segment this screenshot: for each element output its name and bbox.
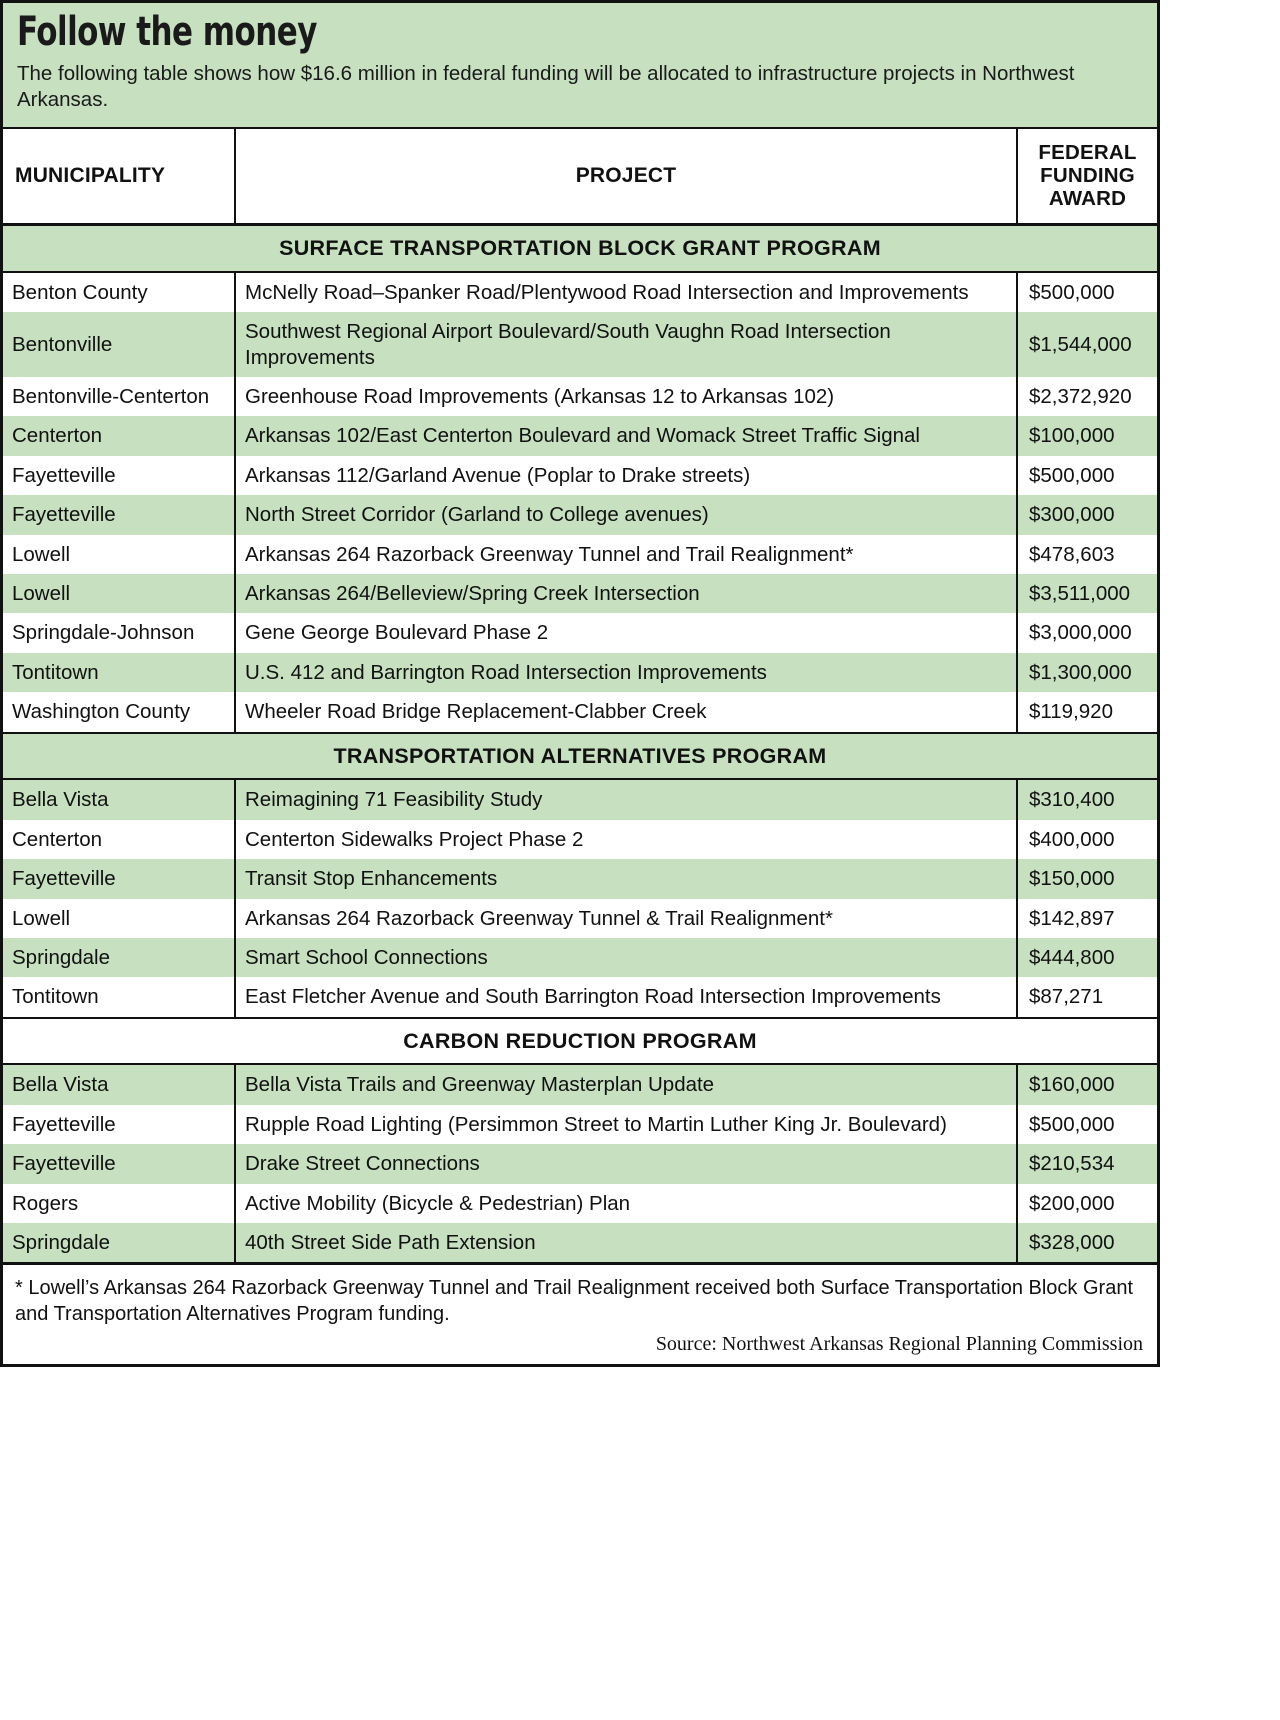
masthead bbox=[3, 3, 1157, 129]
row-municipality: Bentonville-Centerton bbox=[3, 377, 235, 416]
funding-table bbox=[3, 129, 1157, 1262]
row-award: $150,000 bbox=[1017, 859, 1157, 898]
row-municipality: Springdale bbox=[3, 1223, 235, 1262]
column-header-municipality: MUNICIPALITY bbox=[3, 129, 235, 224]
table-row bbox=[3, 456, 1157, 495]
table-row bbox=[3, 574, 1157, 613]
row-project: Rupple Road Lighting (Persimmon Street to Martin Luther King Jr. Boulevard) bbox=[235, 1105, 1017, 1144]
row-project: Arkansas 264 Razorback Greenway Tunnel and Trail Realignment* bbox=[235, 535, 1017, 574]
row-project: Reimagining 71 Feasibility Study bbox=[235, 779, 1017, 819]
table-row bbox=[3, 535, 1157, 574]
row-municipality: Tontitown bbox=[3, 977, 235, 1017]
table-row bbox=[3, 779, 1157, 819]
row-award: $500,000 bbox=[1017, 1105, 1157, 1144]
row-project: Gene George Boulevard Phase 2 bbox=[235, 613, 1017, 652]
row-municipality: Fayetteville bbox=[3, 495, 235, 534]
row-municipality: Rogers bbox=[3, 1184, 235, 1223]
table-row bbox=[3, 692, 1157, 732]
row-municipality: Lowell bbox=[3, 899, 235, 938]
table-row bbox=[3, 1105, 1157, 1144]
row-project: 40th Street Side Path Extension bbox=[235, 1223, 1017, 1262]
section-header-label: TRANSPORTATION ALTERNATIVES PROGRAM bbox=[3, 733, 1157, 780]
row-project: Southwest Regional Airport Boulevard/South Vaughn Road Intersection Improvements bbox=[235, 312, 1017, 377]
column-header-award bbox=[1017, 129, 1157, 224]
table-row bbox=[3, 1184, 1157, 1223]
row-project: McNelly Road–Spanker Road/Plentywood Road Intersection and Improvements bbox=[235, 272, 1017, 312]
award-header-line-1: FEDERAL bbox=[1038, 141, 1137, 165]
row-award: $3,511,000 bbox=[1017, 574, 1157, 613]
row-award: $87,271 bbox=[1017, 977, 1157, 1017]
row-award: $400,000 bbox=[1017, 820, 1157, 859]
row-award: $500,000 bbox=[1017, 456, 1157, 495]
row-project: Arkansas 264 Razorback Greenway Tunnel & Trail Realignment* bbox=[235, 899, 1017, 938]
footnote: * Lowell’s Arkansas 264 Razorback Greenway Tunnel and Trail Realignment received both Surface Transportation Block Grant and Transportation Alternatives Program funding. bbox=[3, 1262, 1157, 1331]
row-municipality: Bella Vista bbox=[3, 779, 235, 819]
row-municipality: Centerton bbox=[3, 820, 235, 859]
table-row bbox=[3, 495, 1157, 534]
row-project: North Street Corridor (Garland to College avenues) bbox=[235, 495, 1017, 534]
section-header-row bbox=[3, 733, 1157, 780]
table-row bbox=[3, 653, 1157, 692]
header-row bbox=[3, 129, 1157, 224]
row-project: Arkansas 102/East Centerton Boulevard and Womack Street Traffic Signal bbox=[235, 416, 1017, 455]
table-row bbox=[3, 312, 1157, 377]
row-municipality: Lowell bbox=[3, 574, 235, 613]
row-award: $1,544,000 bbox=[1017, 312, 1157, 377]
row-municipality: Fayetteville bbox=[3, 1105, 235, 1144]
table-row bbox=[3, 1223, 1157, 1262]
row-project: Centerton Sidewalks Project Phase 2 bbox=[235, 820, 1017, 859]
section-header-label: SURFACE TRANSPORTATION BLOCK GRANT PROGRAM bbox=[3, 225, 1157, 272]
award-header-line-2: FUNDING bbox=[1040, 164, 1135, 188]
table-row bbox=[3, 272, 1157, 312]
row-municipality: Bella Vista bbox=[3, 1064, 235, 1104]
section-header-label: CARBON REDUCTION PROGRAM bbox=[3, 1018, 1157, 1065]
row-municipality: Springdale-Johnson bbox=[3, 613, 235, 652]
row-project: Wheeler Road Bridge Replacement-Clabber Creek bbox=[235, 692, 1017, 732]
column-header-project: PROJECT bbox=[235, 129, 1017, 224]
row-municipality: Tontitown bbox=[3, 653, 235, 692]
row-municipality: Lowell bbox=[3, 535, 235, 574]
row-project: Drake Street Connections bbox=[235, 1144, 1017, 1183]
table-row bbox=[3, 859, 1157, 898]
table-row bbox=[3, 377, 1157, 416]
row-award: $478,603 bbox=[1017, 535, 1157, 574]
row-project: Bella Vista Trails and Greenway Masterplan Update bbox=[235, 1064, 1017, 1104]
source-credit: Source: Northwest Arkansas Regional Planning Commission bbox=[3, 1331, 1157, 1364]
page-description: The following table shows how $16.6 million in federal funding will be allocated to infrastructure projects in Northwest Arkansas. bbox=[17, 62, 1075, 112]
row-award: $100,000 bbox=[1017, 416, 1157, 455]
table-row bbox=[3, 899, 1157, 938]
table-row bbox=[3, 613, 1157, 652]
row-municipality: Benton County bbox=[3, 272, 235, 312]
row-award: $119,920 bbox=[1017, 692, 1157, 732]
table-row bbox=[3, 820, 1157, 859]
table-row bbox=[3, 1064, 1157, 1104]
row-project: Arkansas 112/Garland Avenue (Poplar to Drake streets) bbox=[235, 456, 1017, 495]
row-municipality: Fayetteville bbox=[3, 1144, 235, 1183]
row-award: $300,000 bbox=[1017, 495, 1157, 534]
row-project: Active Mobility (Bicycle & Pedestrian) Plan bbox=[235, 1184, 1017, 1223]
row-award: $160,000 bbox=[1017, 1064, 1157, 1104]
row-municipality: Bentonville bbox=[3, 312, 235, 377]
row-award: $2,372,920 bbox=[1017, 377, 1157, 416]
row-award: $500,000 bbox=[1017, 272, 1157, 312]
table-header bbox=[3, 129, 1157, 224]
row-award: $210,534 bbox=[1017, 1144, 1157, 1183]
row-award: $200,000 bbox=[1017, 1184, 1157, 1223]
row-award: $328,000 bbox=[1017, 1223, 1157, 1262]
row-award: $1,300,000 bbox=[1017, 653, 1157, 692]
row-award: $3,000,000 bbox=[1017, 613, 1157, 652]
row-municipality: Springdale bbox=[3, 938, 235, 977]
row-project: U.S. 412 and Barrington Road Intersection Improvements bbox=[235, 653, 1017, 692]
table-row bbox=[3, 977, 1157, 1017]
row-award: $310,400 bbox=[1017, 779, 1157, 819]
section-header-row bbox=[3, 1018, 1157, 1065]
table-body bbox=[3, 225, 1157, 1263]
award-header-line-3: AWARD bbox=[1048, 186, 1127, 210]
section-header-row bbox=[3, 225, 1157, 272]
row-award: $142,897 bbox=[1017, 899, 1157, 938]
row-project: Transit Stop Enhancements bbox=[235, 859, 1017, 898]
row-project: Greenhouse Road Improvements (Arkansas 12 to Arkansas 102) bbox=[235, 377, 1017, 416]
row-project: East Fletcher Avenue and South Barrington Road Intersection Improvements bbox=[235, 977, 1017, 1017]
row-municipality: Fayetteville bbox=[3, 456, 235, 495]
page-title: Follow the money bbox=[17, 9, 317, 55]
table-row bbox=[3, 1144, 1157, 1183]
row-project: Arkansas 264/Belleview/Spring Creek Intersection bbox=[235, 574, 1017, 613]
row-municipality: Fayetteville bbox=[3, 859, 235, 898]
row-project: Smart School Connections bbox=[235, 938, 1017, 977]
table-row bbox=[3, 416, 1157, 455]
table-row bbox=[3, 938, 1157, 977]
row-municipality: Washington County bbox=[3, 692, 235, 732]
row-municipality: Centerton bbox=[3, 416, 235, 455]
row-award: $444,800 bbox=[1017, 938, 1157, 977]
